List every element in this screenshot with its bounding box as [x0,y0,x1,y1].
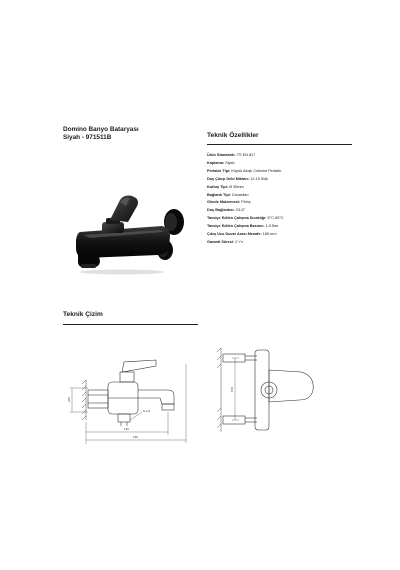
spec-row [207,168,387,176]
spec-row [207,231,387,239]
spec-value: Siyah [225,160,235,165]
spec-label: Duş Çıkışı Debi Miktarı: [207,176,250,181]
side-view-drawing [64,350,192,452]
spec-value: 165 mm [262,232,277,237]
spec-label: Bağlantı Tipi: [207,192,231,197]
side-total-width-dim: 160 [133,435,138,439]
spec-row [207,176,387,184]
product-code: Siyah - 971511B [63,134,112,141]
side-height-dim: ø70 [67,397,71,402]
drawing-title: Teknik Çizim [63,311,103,318]
spec-value: 5°C-65°C [267,216,284,221]
spec-label: Kaplama: [207,160,225,165]
spec-value: Duvardan [232,192,249,197]
spec-label: Çıkış Ucu Duvar Arası Mesafe: [207,232,262,237]
spec-label: Perlatör Tipi: [207,168,231,173]
spec-label: Garanti Süresi: [207,239,235,244]
drawing-divider [63,324,198,325]
side-outlet-dim: G 1/2 [143,409,151,413]
spec-row [207,215,387,223]
product-name: Domino Banyo Bataryası [63,126,139,133]
spec-value: G1/2" [235,208,246,213]
spec-row [207,192,387,200]
spec-row [207,152,387,160]
spec-value: Köpük Akışlı Colnslot Perlatör [231,168,282,173]
spec-label: Duş Bağlantısı: [207,208,235,213]
spec-label: Tavsiye Edilen Çalışma Sıcaklığı: [207,216,267,221]
spec-value: Ø 35mm [229,184,244,189]
spec-value: TS EN 817 [236,153,256,157]
spec-row [207,160,387,168]
spec-label: Kartuş Tipi: [207,184,229,189]
spec-row [207,184,387,192]
front-height-dim: 150 [230,387,234,392]
front-view-drawing [205,340,325,440]
specs-list [207,152,387,247]
spec-label: Tavsiye Edilen Çalışma Basıncı: [207,224,265,229]
spec-value: Pirinç [241,200,251,205]
side-inner-width-dim: 130 [124,427,129,431]
spec-label: Ürün Standardı: [207,153,236,157]
spec-value: 12-15 lt/dk [250,176,268,181]
spec-row [207,223,387,231]
specs-divider [207,144,352,145]
spec-label: Gövde Malzemesi: [207,200,241,205]
spec-row [207,199,387,207]
spec-value: 2 Yıl [235,239,243,244]
spec-value: 1-5 Bar [265,224,279,229]
faucet-product-image [70,188,188,276]
spec-row [207,207,387,215]
specs-title: Teknik Özellikler [207,132,259,139]
spec-row [207,239,387,247]
